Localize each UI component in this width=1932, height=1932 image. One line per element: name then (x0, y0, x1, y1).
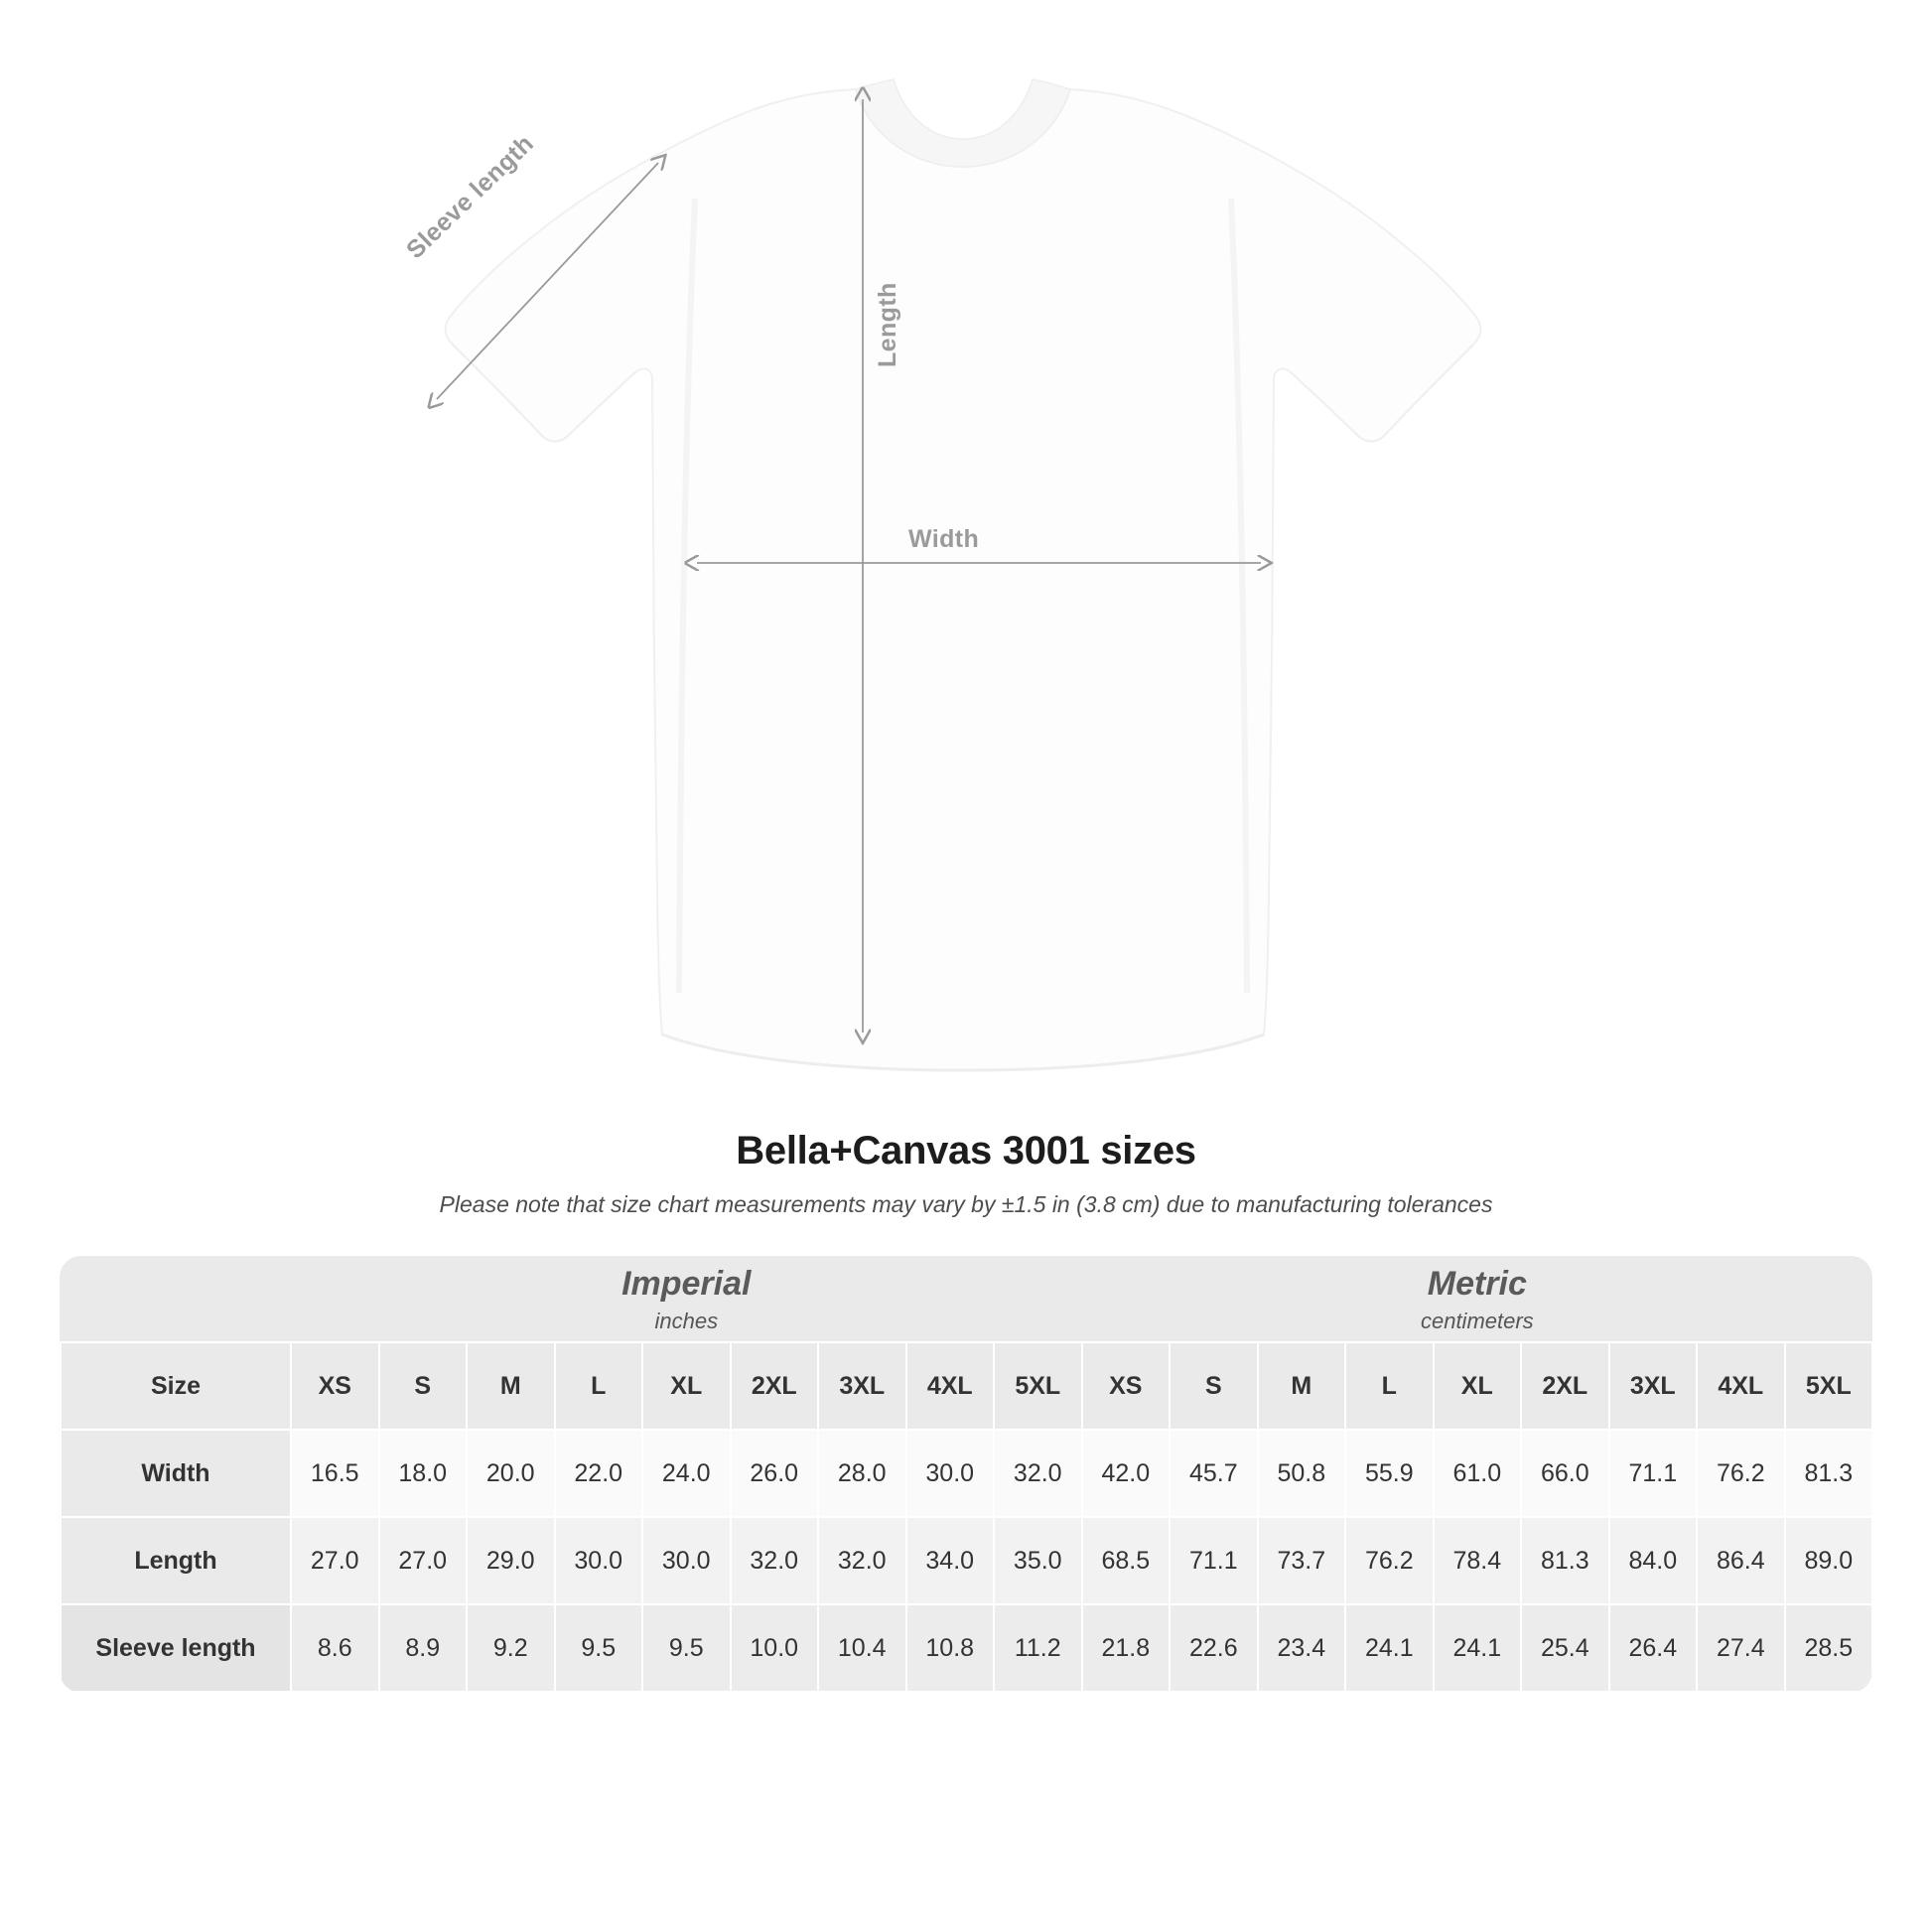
table-cell: 89.0 (1785, 1517, 1872, 1604)
table-cell: 30.0 (555, 1517, 643, 1604)
size-header-cell: 4XL (1697, 1342, 1785, 1430)
size-header-cell: S (1170, 1342, 1258, 1430)
table-cell: 86.4 (1697, 1517, 1785, 1604)
table-cell: 24.1 (1434, 1604, 1522, 1692)
table-cell: 35.0 (994, 1517, 1082, 1604)
table-cell: 28.5 (1785, 1604, 1872, 1692)
size-header-cell: 5XL (1785, 1342, 1872, 1430)
width-label: Width (908, 525, 980, 553)
sleeve-length-label: Sleeve length (401, 129, 540, 265)
table-cell: 24.1 (1345, 1604, 1434, 1692)
table-cell: 10.4 (818, 1604, 906, 1692)
tolerance-note: Please note that size chart measurements may vary by ±1.5 in (3.8 cm) due to manufacturing tolerances (439, 1191, 1493, 1217)
table-cell: 8.6 (291, 1604, 379, 1692)
size-header-cell: S (379, 1342, 468, 1430)
table-cell: 30.0 (642, 1517, 731, 1604)
table-cell: 61.0 (1434, 1430, 1522, 1517)
table-cell: 34.0 (906, 1517, 995, 1604)
unit-group-sub: inches (654, 1309, 719, 1334)
size-header-label: Size (61, 1342, 291, 1430)
unit-group-sub: centimeters (1420, 1309, 1534, 1334)
table-cell: 9.5 (555, 1604, 643, 1692)
table-cell: 23.4 (1258, 1604, 1346, 1692)
table-cell: 20.0 (467, 1430, 555, 1517)
page-title: Bella+Canvas 3001 sizes (736, 1129, 1196, 1173)
tshirt-shape (446, 79, 1481, 1070)
table-cell: 81.3 (1785, 1430, 1872, 1517)
table-cell: 50.8 (1258, 1430, 1346, 1517)
table-cell: 22.6 (1170, 1604, 1258, 1692)
size-table (60, 1256, 1872, 1693)
size-table-container (60, 1256, 1872, 1693)
unit-group-imperial (291, 1256, 1082, 1342)
table-cell: 81.3 (1521, 1517, 1609, 1604)
table-cell: 27.0 (379, 1517, 468, 1604)
table-cell: 45.7 (1170, 1430, 1258, 1517)
table-cell: 84.0 (1609, 1517, 1698, 1604)
row-label: Width (61, 1430, 291, 1517)
size-header-cell: M (467, 1342, 555, 1430)
size-header-cell: XL (1434, 1342, 1522, 1430)
row-label: Sleeve length (61, 1604, 291, 1692)
unit-group-metric (1082, 1256, 1872, 1342)
table-corner (61, 1256, 291, 1342)
table-cell: 32.0 (731, 1517, 819, 1604)
table-cell: 27.4 (1697, 1604, 1785, 1692)
size-header-cell: M (1258, 1342, 1346, 1430)
table-cell: 27.0 (291, 1517, 379, 1604)
table-cell: 18.0 (379, 1430, 468, 1517)
table-row (61, 1430, 1872, 1517)
table-cell: 9.5 (642, 1604, 731, 1692)
table-cell: 16.5 (291, 1430, 379, 1517)
table-cell: 22.0 (555, 1430, 643, 1517)
table-row (61, 1517, 1872, 1604)
table-cell: 55.9 (1345, 1430, 1434, 1517)
size-header-cell: XS (1082, 1342, 1171, 1430)
size-header-cell: 2XL (1521, 1342, 1609, 1430)
size-header-cell: 2XL (731, 1342, 819, 1430)
size-header-row (61, 1342, 1872, 1430)
size-header-cell: 5XL (994, 1342, 1082, 1430)
title-block (0, 1129, 1932, 1218)
row-label: Length (61, 1517, 291, 1604)
size-header-cell: 3XL (818, 1342, 906, 1430)
table-cell: 30.0 (906, 1430, 995, 1517)
table-cell: 71.1 (1170, 1517, 1258, 1604)
size-header-cell: 4XL (906, 1342, 995, 1430)
size-header-cell: L (555, 1342, 643, 1430)
table-cell: 24.0 (642, 1430, 731, 1517)
length-label: Length (874, 282, 901, 367)
table-row (61, 1604, 1872, 1692)
table-cell: 11.2 (994, 1604, 1082, 1692)
table-cell: 32.0 (818, 1517, 906, 1604)
table-cell: 76.2 (1345, 1517, 1434, 1604)
table-cell: 9.2 (467, 1604, 555, 1692)
table-cell: 42.0 (1082, 1430, 1171, 1517)
table-cell: 78.4 (1434, 1517, 1522, 1604)
size-header-cell: L (1345, 1342, 1434, 1430)
unit-group-name: Metric (1427, 1264, 1527, 1303)
table-cell: 10.0 (731, 1604, 819, 1692)
table-cell: 68.5 (1082, 1517, 1171, 1604)
table-cell: 28.0 (818, 1430, 906, 1517)
unit-header-row (61, 1256, 1872, 1342)
table-cell: 32.0 (994, 1430, 1082, 1517)
table-cell: 21.8 (1082, 1604, 1171, 1692)
table-cell: 71.1 (1609, 1430, 1698, 1517)
size-header-cell: 3XL (1609, 1342, 1698, 1430)
table-cell: 26.0 (731, 1430, 819, 1517)
table-cell: 8.9 (379, 1604, 468, 1692)
table-cell: 26.4 (1609, 1604, 1698, 1692)
table-cell: 29.0 (467, 1517, 555, 1604)
table-cell: 73.7 (1258, 1517, 1346, 1604)
unit-group-name: Imperial (621, 1264, 752, 1303)
table-cell: 76.2 (1697, 1430, 1785, 1517)
table-cell: 25.4 (1521, 1604, 1609, 1692)
table-cell: 66.0 (1521, 1430, 1609, 1517)
size-header-cell: XS (291, 1342, 379, 1430)
table-cell: 10.8 (906, 1604, 995, 1692)
size-header-cell: XL (642, 1342, 731, 1430)
